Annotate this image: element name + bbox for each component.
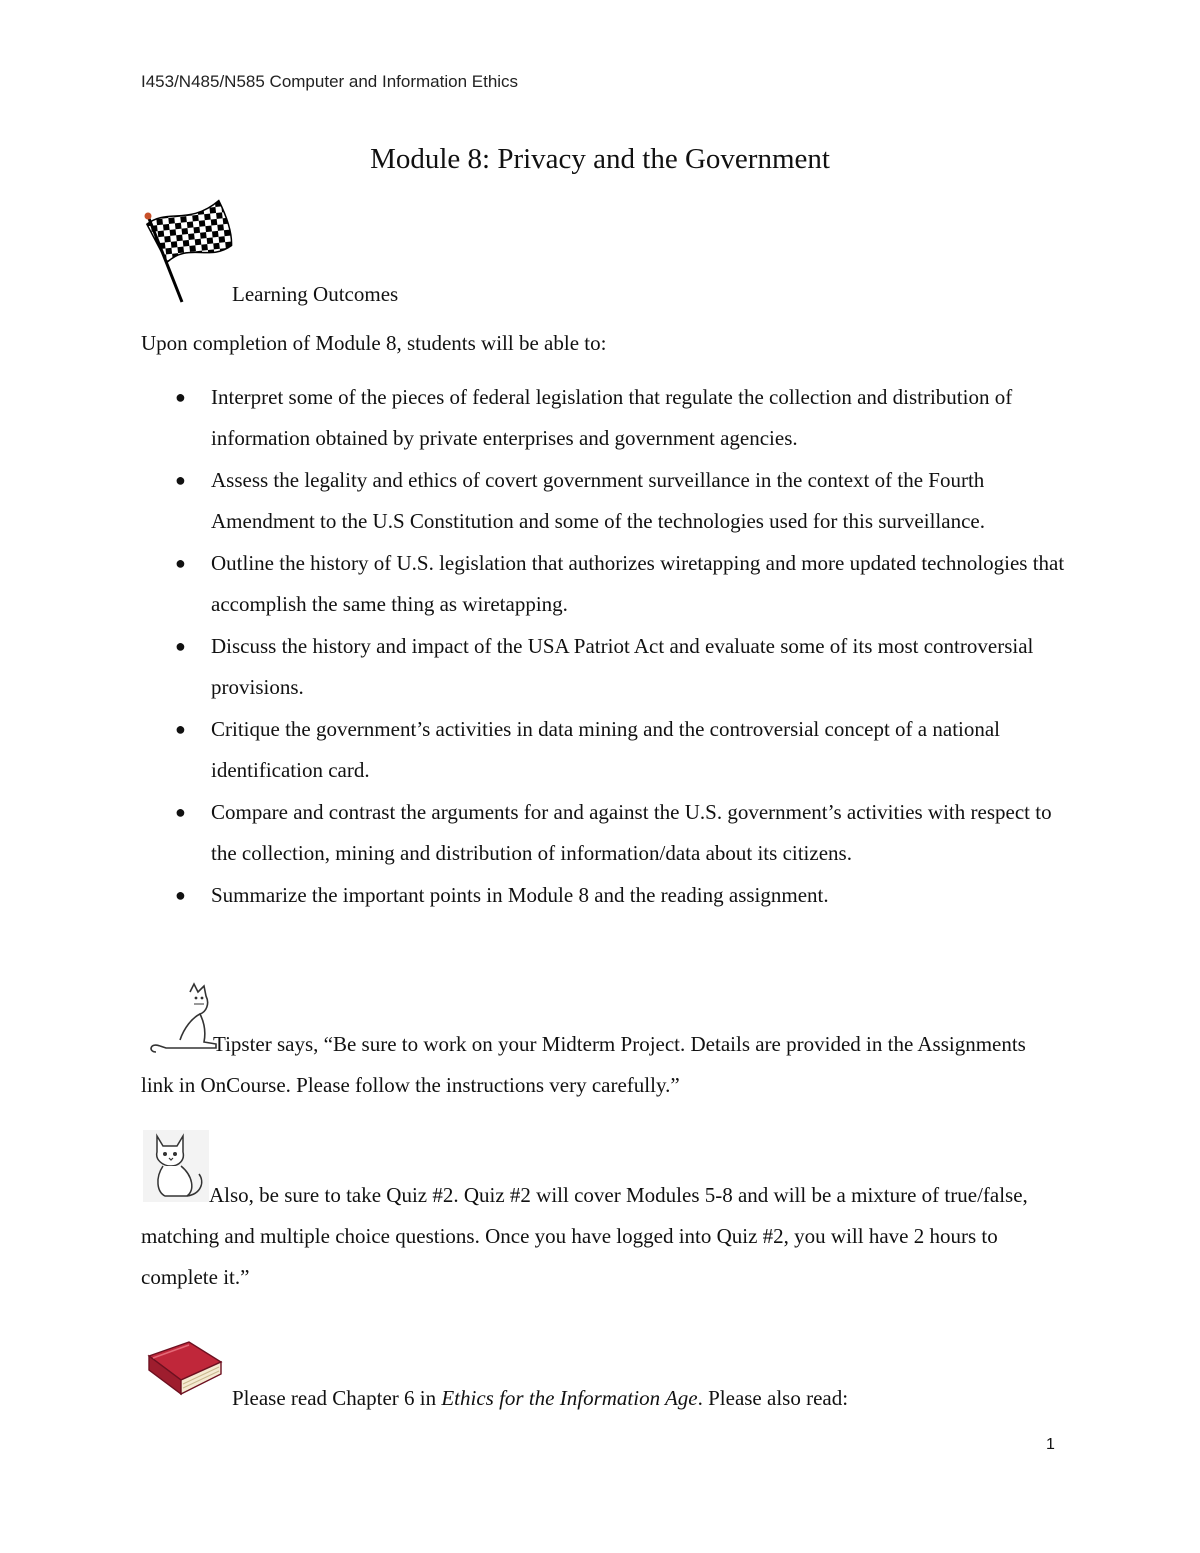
bullet-icon: ● bbox=[175, 553, 186, 573]
outcomes-intro: Upon completion of Module 8, students will be able to: bbox=[141, 331, 607, 355]
list-item: ● Discuss the history and impact of the USA Patriot Act and evaluate some of its most controversial provisions. bbox=[141, 626, 1081, 708]
book-title: Ethics for the Information Age bbox=[441, 1386, 698, 1410]
course-header: I453/N485/N585 Computer and Information Ethics bbox=[141, 72, 519, 91]
tipster-note-2: Also, be sure to take Quiz #2. Quiz #2 will cover Modules 5-8 and will be a mixture of true/false, matching and multiple choice questions. Once you have logged into Quiz #2, you will have 2 hours to complete it.” bbox=[141, 1183, 1028, 1289]
bullet-icon: ● bbox=[175, 387, 186, 407]
bullet-icon: ● bbox=[175, 885, 186, 905]
bullet-icon: ● bbox=[175, 636, 186, 656]
learning-outcomes-label: Learning Outcomes bbox=[232, 282, 399, 306]
bullet-icon: ● bbox=[175, 470, 186, 490]
outcomes-list bbox=[141, 377, 1081, 917]
bullet-icon: ● bbox=[175, 802, 186, 822]
page-number: 1 bbox=[1046, 1436, 1055, 1453]
tipster-note-1: Tipster says, “Be sure to work on your Midterm Project. Details are provided in the Assignments link in OnCourse. Please follow the instructions very carefully.” bbox=[141, 1032, 1026, 1097]
list-item: ● Interpret some of the pieces of federal legislation that regulate the collection and distribution of information obtained by private enterprises and government agencies. bbox=[141, 377, 1081, 459]
checkered-flag-icon bbox=[140, 198, 236, 306]
bullet-icon: ● bbox=[175, 719, 186, 739]
reading-assignment: Please read Chapter 6 in Ethics for the Information Age. Please also read: bbox=[232, 1386, 849, 1410]
list-item: ● Critique the government’s activities in data mining and the controversial concept of a national identification card. bbox=[141, 709, 1081, 791]
book-icon bbox=[143, 1340, 225, 1398]
list-item: ● Compare and contrast the arguments for and against the U.S. government’s activities with respect to the collection, mining and distribution of information/data about its citizens. bbox=[141, 792, 1081, 874]
list-item: ● Assess the legality and ethics of covert government surveillance in the context of the Fourth Amendment to the U.S Constitution and some of the technologies used for this surveillance. bbox=[141, 460, 1081, 542]
list-item: ● Outline the history of U.S. legislation that authorizes wiretapping and more updated technologies that accomplish the same thing as wiretapping. bbox=[141, 543, 1081, 625]
list-item: ● Summarize the important points in Module 8 and the reading assignment. bbox=[141, 875, 1081, 916]
page-title: Module 8: Privacy and the Government bbox=[370, 143, 830, 175]
